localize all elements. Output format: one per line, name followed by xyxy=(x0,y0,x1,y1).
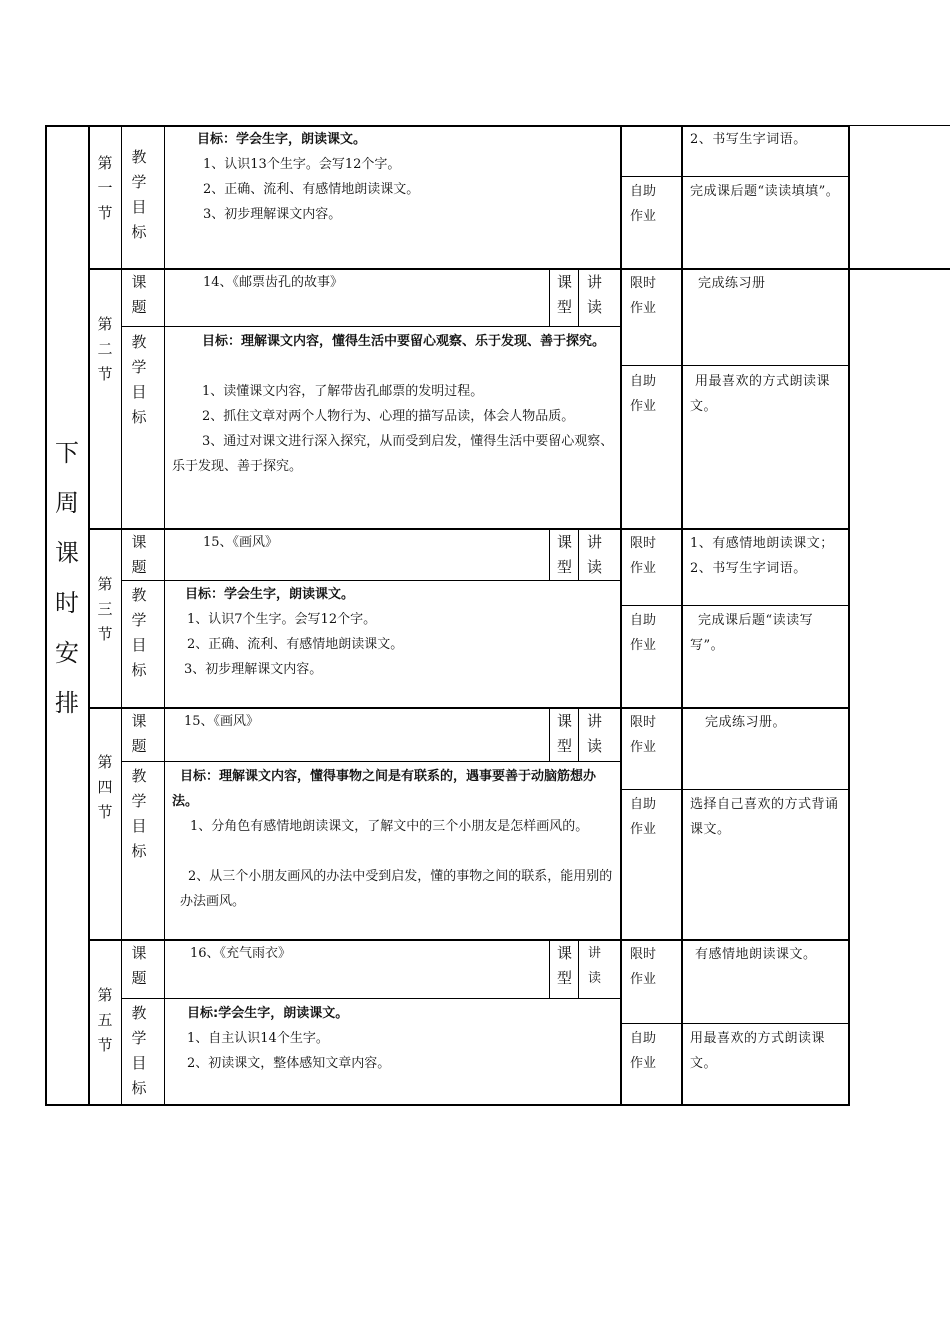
self-homework-label: 自助 作业 xyxy=(630,797,657,837)
rule xyxy=(621,789,849,790)
goal-item: 3、通过对课文进行深入探究，从而受到启发，懂得生活中要留心观察、乐于发现、善于探究。 xyxy=(172,434,614,474)
goal-item: 1、自主认识14个生字。 xyxy=(187,1031,329,1046)
lesson-type: 讲 读 xyxy=(586,712,602,755)
goal-heading: 目标：理解课文内容，懂得生活中要留心观察、乐于发现、善于探究。 xyxy=(202,334,606,349)
goal-item: 1、读懂课文内容，了解带齿孔邮票的发明过程。 xyxy=(202,384,484,399)
goal-item: 2、正确、流利、有感情地朗读课文。 xyxy=(203,182,420,197)
goal-heading: 目标：理解课文内容，懂得事物之间是有联系的，遇事要善于动脑筋想办法。 xyxy=(172,769,597,809)
limited-homework-text: 1、有感情地朗读课文； 2、书写生字词语。 xyxy=(690,536,834,576)
limited-homework-label: 限时 作业 xyxy=(630,276,657,316)
rule xyxy=(45,1104,850,1106)
section-name: 第 五 节 xyxy=(97,986,113,1054)
limited-homework-text: 有感情地朗读课文。 xyxy=(695,947,817,962)
limited-homework-label: 限时 作业 xyxy=(630,947,657,987)
goal-heading: 目标:学会生字，朗读课文。 xyxy=(187,1006,349,1021)
rule xyxy=(121,998,621,999)
self-homework-text: 用最喜欢的方式朗读课文。 xyxy=(690,1031,826,1071)
self-homework-text: 完成课后题“读读写写”。 xyxy=(690,613,814,653)
rule xyxy=(549,269,550,326)
type-label: 课 型 xyxy=(556,533,572,576)
rule xyxy=(121,761,621,762)
lesson-title: 15、《画风》 xyxy=(203,535,279,550)
goal-item: 3、初步理解课文内容。 xyxy=(203,207,342,222)
type-label: 课 型 xyxy=(556,712,572,755)
lesson-title: 15、《画风》 xyxy=(184,714,260,729)
rule xyxy=(578,708,579,761)
self-homework-label: 自助 作业 xyxy=(630,184,657,224)
goal-item: 1、分角色有感情地朗读课文，了解文中的三个小朋友是怎样画风的。 xyxy=(190,819,589,834)
goal-item: 3、初步理解课文内容。 xyxy=(184,662,323,677)
goal-item: 2、初读课文，整体感知文章内容。 xyxy=(187,1056,391,1071)
lesson-title: 16、《充气雨衣》 xyxy=(190,946,292,961)
rule xyxy=(578,529,579,580)
type-label: 课 型 xyxy=(556,273,572,316)
rule xyxy=(681,125,683,1106)
rule xyxy=(121,125,122,1106)
rule xyxy=(621,365,849,366)
rule xyxy=(621,176,849,177)
side-title: 下 周 课 时 安 排 xyxy=(55,439,79,717)
self-homework-label: 自助 作业 xyxy=(630,613,657,653)
rule xyxy=(164,125,165,1106)
goal-label: 教 学 目 标 xyxy=(131,333,147,426)
self-homework-label: 自助 作业 xyxy=(630,374,657,414)
goal-label: 教 学 目 标 xyxy=(131,148,147,241)
limited-homework-text: 2、书写生字词语。 xyxy=(690,132,807,147)
rule xyxy=(621,605,849,606)
section-name: 第 三 节 xyxy=(97,575,113,643)
goal-heading: 目标：学会生字，朗读课文。 xyxy=(197,132,367,147)
goal-item: 2、从三个小朋友画风的办法中受到启发，懂的事物之间的联系，能用别的办法画风。 xyxy=(180,869,613,909)
title-label: 课 题 xyxy=(131,712,147,755)
type-label: 课 型 xyxy=(556,944,572,987)
title-label: 课 题 xyxy=(131,533,147,576)
self-homework-text: 选择自己喜欢的方式背诵课文。 xyxy=(690,797,839,837)
self-homework-label: 自助 作业 xyxy=(630,1031,657,1071)
section-name: 第 四 节 xyxy=(97,753,113,821)
rule xyxy=(549,708,550,761)
lesson-type: 讲 读 xyxy=(587,946,601,986)
rule xyxy=(848,125,850,1106)
goal-label: 教 学 目 标 xyxy=(131,767,147,860)
lesson-type: 讲 读 xyxy=(586,273,602,316)
limited-homework-label: 限时 作业 xyxy=(630,715,657,755)
goal-label: 教 学 目 标 xyxy=(131,1004,147,1097)
rule xyxy=(620,125,622,1106)
lesson-type: 讲 读 xyxy=(586,533,602,576)
rule xyxy=(621,1023,849,1024)
self-homework-text: 用最喜欢的方式朗读课文。 xyxy=(690,374,831,414)
rule xyxy=(578,269,579,326)
rule xyxy=(850,125,950,126)
goal-label: 教 学 目 标 xyxy=(131,586,147,679)
goal-heading: 目标：学会生字，朗读课文。 xyxy=(185,587,355,602)
title-label: 课 题 xyxy=(131,944,147,987)
goal-item: 2、抓住文章对两个人物行为、心理的描写品读，体会人物品质。 xyxy=(202,409,575,424)
rule xyxy=(578,940,579,998)
section-name: 第 二 节 xyxy=(97,315,113,383)
lesson-title: 14、《邮票齿孔的故事》 xyxy=(203,275,344,290)
title-label: 课 题 xyxy=(131,273,147,316)
limited-homework-label: 限时 作业 xyxy=(630,536,657,576)
goal-item: 1、认识13个生字。会写12个字。 xyxy=(203,157,401,172)
self-homework-text: 完成课后题“读读填填”。 xyxy=(690,184,840,199)
rule xyxy=(549,529,550,580)
goal-item: 1、认识7个生字。会写12个字。 xyxy=(187,612,377,627)
goal-item: 2、正确、流利、有感情地朗读课文。 xyxy=(187,637,404,652)
limited-homework-text: 完成练习册 xyxy=(698,276,766,291)
limited-homework-text: 完成练习册。 xyxy=(705,715,787,730)
section-name: 第 一 节 xyxy=(97,154,113,222)
rule xyxy=(121,580,621,581)
rule xyxy=(549,940,550,998)
rule xyxy=(121,326,621,327)
